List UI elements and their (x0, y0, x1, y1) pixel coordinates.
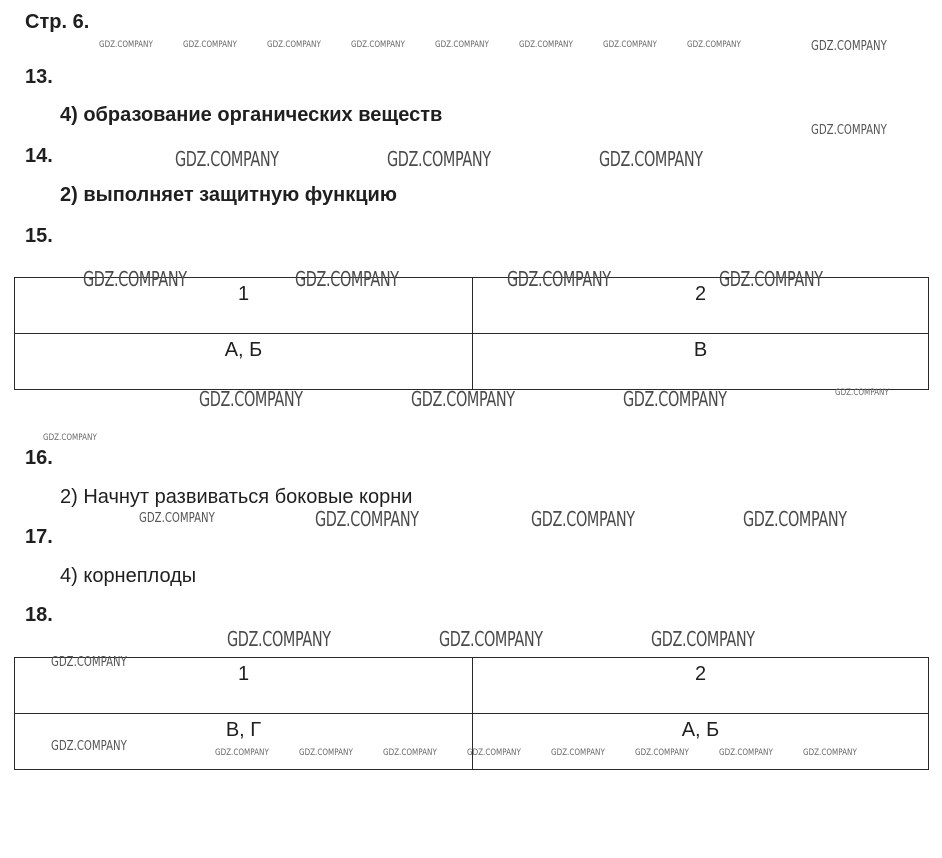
watermark: GDZ.COMPANY (215, 748, 269, 758)
watermark: GDZ.COMPANY (811, 39, 887, 54)
watermark: GDZ.COMPANY (719, 267, 823, 291)
table-row (15, 334, 929, 390)
question-14-answer: 2) выполняет защитную функцию (60, 184, 397, 206)
watermark: GDZ.COMPANY (351, 40, 405, 50)
watermark: GDZ.COMPANY (267, 40, 321, 50)
table-header-cell: 2 (473, 278, 929, 334)
watermark: GDZ.COMPANY (295, 267, 399, 291)
watermark: GDZ.COMPANY (175, 147, 279, 171)
question-15-number: 15. (25, 225, 53, 247)
table-row (15, 278, 929, 334)
watermark: GDZ.COMPANY (519, 40, 573, 50)
watermark: GDZ.COMPANY (651, 627, 755, 651)
question-13-answer: 4) образование органических веществ (60, 104, 443, 126)
watermark: GDZ.COMPANY (551, 748, 605, 758)
table-cell: А, Б (473, 714, 929, 770)
watermark: GDZ.COMPANY (83, 267, 187, 291)
watermark: GDZ.COMPANY (467, 748, 521, 758)
watermark: GDZ.COMPANY (315, 507, 419, 531)
watermark: GDZ.COMPANY (99, 40, 153, 50)
table-cell: А, Б (15, 334, 473, 390)
watermark: GDZ.COMPANY (531, 507, 635, 531)
watermark: GDZ.COMPANY (835, 388, 889, 398)
question-17-answer: 4) корнеплоды (60, 565, 197, 587)
watermark: GDZ.COMPANY (623, 387, 727, 411)
watermark: GDZ.COMPANY (687, 40, 741, 50)
question-18-number: 18. (25, 604, 53, 626)
watermark: GDZ.COMPANY (719, 748, 773, 758)
table-header-cell: 2 (473, 658, 929, 714)
watermark: GDZ.COMPANY (811, 123, 887, 138)
watermark: GDZ.COMPANY (439, 627, 543, 651)
question-13-number: 13. (25, 66, 53, 88)
question-16-answer: 2) Начнут развиваться боковые корни (60, 486, 413, 508)
table-cell: В, Г (15, 714, 473, 770)
watermark: GDZ.COMPANY (603, 40, 657, 50)
question-14-number: 14. (25, 145, 53, 167)
watermark: GDZ.COMPANY (199, 387, 303, 411)
watermark: GDZ.COMPANY (51, 739, 127, 754)
table-cell: В (473, 334, 929, 390)
watermark: GDZ.COMPANY (51, 655, 127, 670)
watermark: GDZ.COMPANY (435, 40, 489, 50)
question-16-number: 16. (25, 447, 53, 469)
watermark: GDZ.COMPANY (635, 748, 689, 758)
table-header-cell: 1 (15, 278, 473, 334)
watermark: GDZ.COMPANY (599, 147, 703, 171)
watermark: GDZ.COMPANY (387, 147, 491, 171)
watermark: GDZ.COMPANY (183, 40, 237, 50)
watermark: GDZ.COMPANY (803, 748, 857, 758)
watermark: GDZ.COMPANY (43, 433, 97, 443)
table-row (15, 658, 929, 714)
watermark: GDZ.COMPANY (139, 511, 215, 526)
watermark: GDZ.COMPANY (383, 748, 437, 758)
question-15-table (14, 277, 929, 390)
question-18-table (14, 657, 929, 770)
question-17-number: 17. (25, 526, 53, 548)
table-header-cell: 1 (15, 658, 473, 714)
watermark: GDZ.COMPANY (299, 748, 353, 758)
watermark: GDZ.COMPANY (743, 507, 847, 531)
watermark: GDZ.COMPANY (507, 267, 611, 291)
page-title: Стр. 6. (25, 11, 90, 33)
table-row (15, 714, 929, 770)
watermark: GDZ.COMPANY (411, 387, 515, 411)
watermark: GDZ.COMPANY (227, 627, 331, 651)
